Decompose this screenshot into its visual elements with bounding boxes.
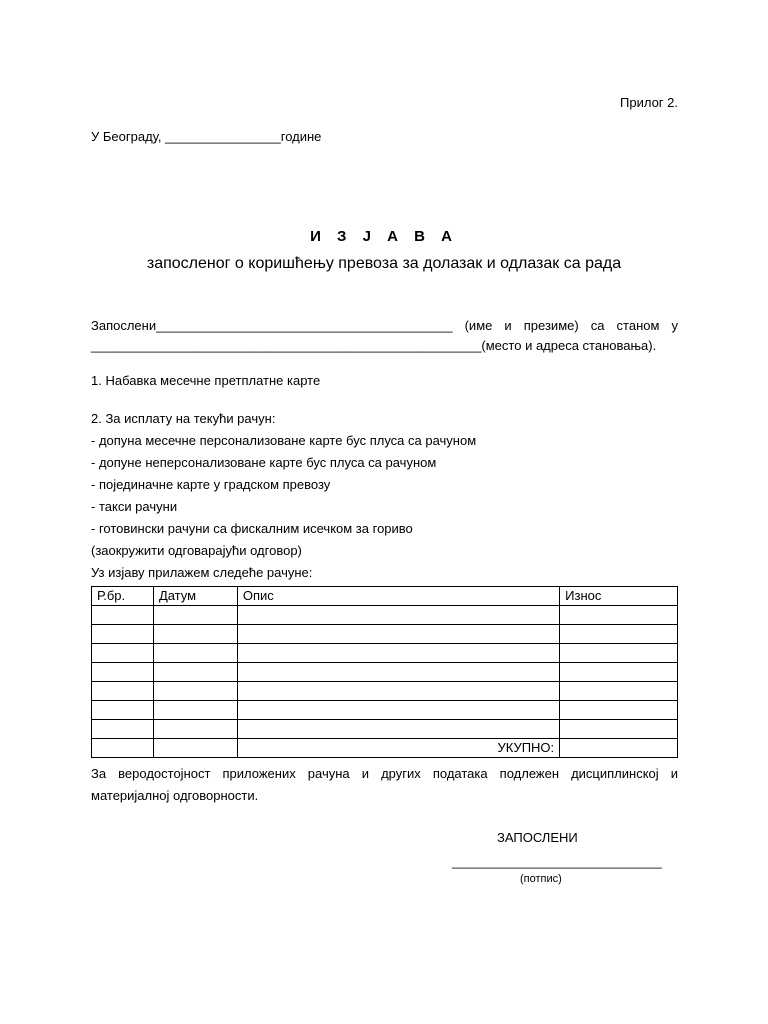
table-header-row xyxy=(92,587,678,606)
table-cell[interactable] xyxy=(153,682,237,701)
table-total-row xyxy=(92,739,678,758)
table-row xyxy=(92,720,678,739)
option-2-heading: 2. За исплату на текући рачун: xyxy=(91,411,276,426)
signature-label: ЗАПОСЛЕНИ xyxy=(497,830,578,845)
table-row xyxy=(92,625,678,644)
table-row xyxy=(92,701,678,720)
option-2-item: - појединачне карте у градском превозу xyxy=(91,477,331,492)
table-cell[interactable] xyxy=(237,663,559,682)
table-row xyxy=(92,644,678,663)
employee-line-2: ______________________________________________________(место и адреса становања). xyxy=(91,338,657,353)
table-cell[interactable] xyxy=(153,663,237,682)
table-cell[interactable] xyxy=(237,625,559,644)
document-title: И З Ј А В А xyxy=(310,228,458,245)
table-cell[interactable] xyxy=(153,644,237,663)
table-cell[interactable] xyxy=(237,701,559,720)
receipts-table xyxy=(91,586,678,758)
total-amount-cell[interactable] xyxy=(560,739,678,758)
table-cell[interactable] xyxy=(92,739,154,758)
table-cell[interactable] xyxy=(92,701,154,720)
table-cell[interactable] xyxy=(560,644,678,663)
table-cell[interactable] xyxy=(560,606,678,625)
header-rbr: Р.бр. xyxy=(92,587,154,606)
table-cell[interactable] xyxy=(92,663,154,682)
table-cell[interactable] xyxy=(153,739,237,758)
table-cell[interactable] xyxy=(92,644,154,663)
table-row xyxy=(92,663,678,682)
table-cell[interactable] xyxy=(560,701,678,720)
table-cell[interactable] xyxy=(153,701,237,720)
table-cell[interactable] xyxy=(92,606,154,625)
option-2-item: - допуне неперсонализоване карте бус плуса са рачуном xyxy=(91,455,437,470)
employee-line-1: Запослени_________________________________________ (име и презиме) са станом у xyxy=(91,318,678,333)
table-cell[interactable] xyxy=(237,720,559,739)
table-row xyxy=(92,606,678,625)
table-cell[interactable] xyxy=(237,644,559,663)
table-cell[interactable] xyxy=(92,720,154,739)
option-2-item: - такси рачуни xyxy=(91,499,178,514)
table-cell[interactable] xyxy=(153,720,237,739)
option-2-item: - допуна месечне персонализоване карте бус плуса са рачуном xyxy=(91,433,477,448)
table-cell[interactable] xyxy=(153,606,237,625)
signature-note: (потпис) xyxy=(520,873,562,885)
option-2-item: - готовински рачуни са фискалним исечком за гориво xyxy=(91,521,413,536)
table-cell[interactable] xyxy=(153,625,237,644)
table-cell[interactable] xyxy=(560,682,678,701)
annex-label: Прилог 2. xyxy=(620,95,678,110)
table-row xyxy=(92,682,678,701)
table-cell[interactable] xyxy=(560,663,678,682)
table-cell[interactable] xyxy=(92,625,154,644)
liability-statement: За веродостојност приложених рачуна и других података подлежен дисциплинској и материјалној одговорности. xyxy=(91,766,678,803)
attach-intro: Уз изјаву прилажем следеће рачуне: xyxy=(91,565,313,580)
table-cell[interactable] xyxy=(560,720,678,739)
header-amount: Износ xyxy=(560,587,678,606)
place-date-line: У Београду, ________________године xyxy=(91,129,322,144)
header-date: Датум xyxy=(153,587,237,606)
signature-line: _____________________________ xyxy=(452,854,662,869)
option-1: 1. Набавка месечне претплатне карте xyxy=(91,373,321,388)
table-cell[interactable] xyxy=(92,682,154,701)
document-subtitle: запосленог о коришћењу превоза за долазак и одлазак са рада xyxy=(146,255,622,272)
table-cell[interactable] xyxy=(237,682,559,701)
header-description: Опис xyxy=(237,587,559,606)
table-cell[interactable] xyxy=(237,606,559,625)
total-label: УКУПНО: xyxy=(237,739,559,758)
table-cell[interactable] xyxy=(560,625,678,644)
circle-note: (заокружити одговарајући одговор) xyxy=(91,543,302,558)
